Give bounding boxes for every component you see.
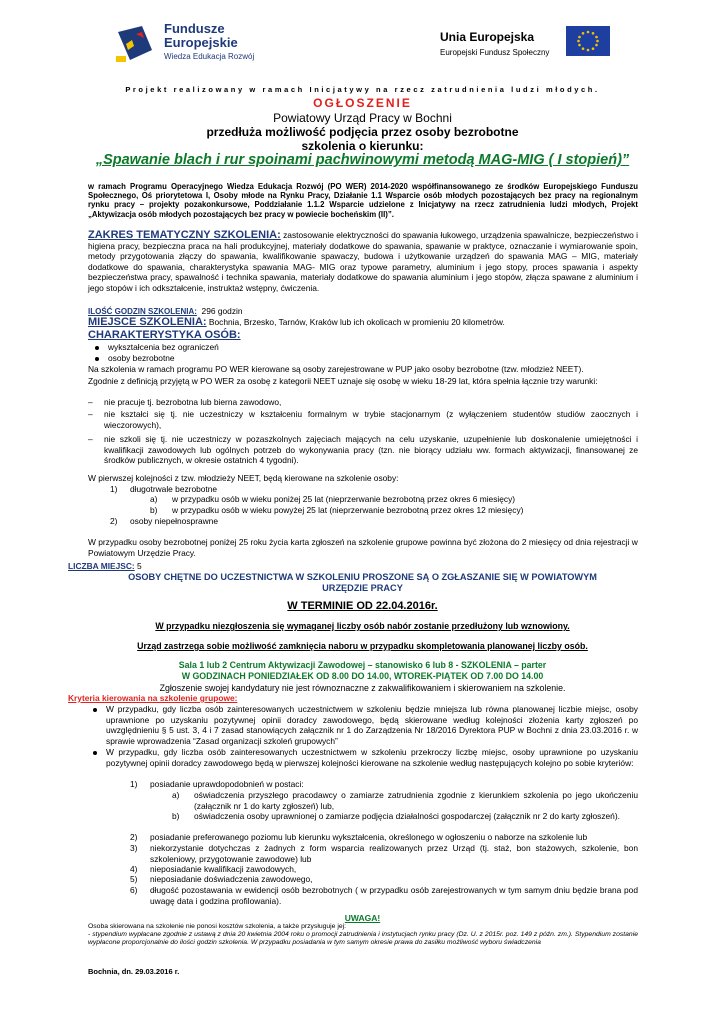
- criteria-bullet-dot: [93, 704, 106, 715]
- fe-star-icon: [112, 22, 158, 68]
- place-value: Bochnia, Brzesko, Tarnów, Kraków lub ich okolicach w promieniu 20 kilometrów.: [208, 317, 505, 327]
- criteria-num: 3): [130, 843, 138, 853]
- eu-logo-title: Unia Europejska: [440, 30, 535, 44]
- footer-line1: Osoba skierowana na szkolenie nie ponosi kosztów szkolenia, a także przysługuje jej:: [88, 923, 347, 930]
- footer-line2: - stypendium wypłacane zgodnie z ustawą z dnia 20 kwietnia 2004 roku o promocji zatrudnienia i instytucjach rynku pracy (Dz. U. z 2015r. poz. 149 z późn. zm.). Stypendium zostanie wypłacone proporcjonalnie do ilości godzin szkolenia. W przypadku posiadania w tym samym okresie prawa do zasiłku możliwość wyboru świadczenia: [88, 931, 638, 946]
- call-to-apply: OSOBY CHĘTNE DO UCZESTNICTWA W SZKOLENIU PROSZONE SĄ O ZGŁASZANIE SIĘ W POWIATOWYM URZĘDZIE PRACY: [128, 572, 597, 593]
- room-info: Sala 1 lub 2 Centrum Aktywizacji Zawodowej – stanowisko 6 lub 8 - SZKOLENIA – parter: [178, 660, 547, 670]
- neet-condition: nie kształci się tj. nie uczestniczy w kształceniu formalnym w trybie stacjonarnym (z wyłączeniem studentów studiów zaocznych i wieczorowych),: [104, 409, 638, 430]
- criteria-sub-item: oświadczenia osoby uprawnionej o zamiarze podjęcia działalności gospodarczej (załącznik nr 2 do karty zgłoszeń).: [194, 811, 620, 821]
- eu-flag-icon: [566, 26, 610, 56]
- hours-label: ILOŚĆ GODZIN SZKOLENIA:: [88, 307, 197, 316]
- criteria-item: długość pozostawania w ewidencji osób bezrobotnych ( w przypadku osób zarejestrowanych w tym samym dniu będzie brana pod uwagę data i godzina profilowania).: [150, 885, 638, 906]
- list-text: długotrwale bezrobotne: [130, 484, 218, 494]
- opening-hours: W GODZINACH PONIEDZIAŁEK OD 8.00 DO 14.00, WTOREK-PIĄTEK OD 7.00 DO 14.00: [181, 671, 544, 681]
- criteria-item: niekorzystanie dotychczas z żadnych z form wsparcia realizowanych przez Urząd (tj. staż, bon stażowych, szkolenie, bon szkoleniowy, przygotowanie zawodowe) lub: [150, 843, 638, 864]
- footer-warning: UWAGA!: [344, 913, 381, 923]
- profile-p2: Zgodnie z definicją przyjętą w PO WER za osobę z kategorii NEET uznaje się osobę w wieku 18-29 lat, która spełnia łącznie trzy warunki:: [88, 376, 598, 386]
- dash-mark: –: [88, 434, 93, 444]
- criteria-bullet: W przypadku, gdy liczba osób zainteresowanych uczestnictwem w szkoleniu przekroczy liczbę miejsc, osoby uprawnione po uzyskaniu pozytywnej opinii doradcy zawodowego będą w pierwszej kolejności kierowane na szkolenie według następujących kolejno po sobie kryteriów:: [106, 747, 638, 768]
- criteria-item: nieposiadanie kwalifikacji zawodowych,: [150, 864, 297, 874]
- criteria-num: 4): [130, 864, 138, 874]
- criteria-num: 1): [130, 779, 138, 789]
- announcement-heading: OGŁOSZENIE: [313, 96, 412, 110]
- list-text: w przypadku osób w wieku poniżej 25 lat (nieprzerwanie bezrobotną przez okres 6 miesięcy): [172, 494, 516, 504]
- criteria-sub-item: oświadczenia przyszłego pracodawcy o zamiarze zatrudnienia zgodnie z kierunkiem szkolenia po jego ukończeniu (załącznik nr 1 do karty zgłoszeń) lub,: [194, 790, 638, 811]
- criteria-sub-letter: b): [172, 811, 180, 821]
- criteria-num: 2): [130, 832, 138, 842]
- criteria-item: nieposiadanie doświadczenia zawodowego,: [150, 874, 313, 884]
- list-num: 1): [110, 484, 118, 494]
- intro-paragraph: w ramach Programu Operacyjnego Wiedza Edukacja Rozwój (PO WER) 2014-2020 współfinansowanego ze środków Europejskiego Funduszu Społecznego, Oś priorytetowa I, Osoby młode na Rynku Pracy, Działanie 1.1 Wsparcie osób młodych pozostających bez pracy na regionalnym rynku pracy – projekty pozakonkursowe, Poddziałanie 1.1.2 Wsparcie udzielone z Inicjatywy na rzecz zatrudnienia ludzi młodych, Projekt „Aktywizacja osób młodych pozostających bez pracy w powiecie bocheńskim (II)”.: [88, 182, 638, 219]
- office-name: Powiatowy Urząd Pracy w Bochni: [273, 111, 452, 125]
- criteria-bullet-dot: [93, 747, 106, 758]
- eu-logo-subtitle: Europejski Fundusz Społeczny: [440, 48, 550, 57]
- criteria-sub-letter: a): [172, 790, 180, 800]
- list-text: w przypadku osób w wieku powyżej 25 lat (nieprzerwanie bezrobotną przez okres 12 miesięcy): [172, 505, 524, 515]
- extends-line: przedłuża możliwość podjęcia przez osoby bezrobotne: [206, 125, 519, 139]
- profile-label: CHARAKTERYSTYKA OSÓB:: [88, 329, 241, 341]
- document-date: Bochnia, dn. 29.03.2016 r.: [88, 967, 180, 976]
- list-text: osoby niepełnosprawne: [130, 516, 218, 526]
- fundusze-europejskie-logo: [112, 22, 282, 70]
- criteria-item: posiadanie preferowanego poziomu lub kierunku wykształcenia, określonego w ogłoszeniu o naborze na szkolenie lub: [150, 832, 588, 842]
- profile-bullet: osoby bezrobotne: [95, 353, 175, 364]
- project-line: Projekt realizowany w ramach Inicjatywy na rzecz zatrudnienia ludzi młodych.: [125, 85, 600, 94]
- scope-label: ZAKRES TEMATYCZNY SZKOLENIA:: [88, 229, 281, 241]
- notice-extension: W przypadku niezgłoszenia się wymaganej liczby osób nabór zostanie przedłużony lub wznowiony.: [155, 621, 570, 631]
- profile-bullet: wykształcenia bez ograniczeń: [95, 342, 219, 353]
- profile-p1: Na szkolenia w ramach programu PO WER kierowane są osoby zarejestrowane w PUP jako osoby bezrobotne (tzw. młodzież NEET).: [88, 364, 584, 374]
- course-intro: szkolenia o kierunku:: [301, 139, 424, 153]
- places-value: 5: [137, 561, 142, 571]
- criteria-num: 5): [130, 874, 138, 884]
- dash-mark: –: [88, 409, 93, 419]
- course-title: „Spawanie blach i rur spoinami pachwinowymi metodą MAG-MIG ( I stopień)”: [95, 152, 630, 168]
- criteria-bullet: W przypadku, gdy liczba osób zainteresowanych uczestnictwem w szkoleniu będzie mniejsza lub równa planowanej liczbie miejsc, osoby uprawnione po uzyskaniu pozytywnej opinii doradcy zawodowego, będą skierowane według kolejności złożenia karty zgłoszeń po uwzględnieniu § 5 ust. 3, 4 i 7 zasad stanowiących załącznik nr 1 do Zarządzenia Nr 18/2016 Dyrektora PUP w Bochni z dnia 23.03.2016 r. w sprawie wprowadzenia “Zasad organizacji szkoleń grupowych”: [106, 704, 638, 746]
- list-letter: b): [150, 505, 158, 515]
- place-row: [88, 317, 648, 328]
- place-label: MIEJSCE SZKOLENIA:: [88, 316, 207, 328]
- profile-p4: W przypadku osoby bezrobotnej poniżej 25 roku życia karta zgłoszeń na szkolenie grupowe powinna być złożona do 2 miesięcy od dnia rejestracji w Powiatowym Urzędzie Pracy.: [88, 537, 638, 558]
- scope-section: [88, 230, 638, 294]
- fe-logo-subtitle: Wiedza Edukacja Rozwój: [164, 52, 255, 61]
- application-note: Zgłoszenie swojej kandydatury nie jest równoznaczne z zakwalifikowaniem i skierowaniem na szkolenie.: [159, 683, 566, 693]
- deadline: W TERMINIE OD 22.04.2016r.: [287, 600, 438, 612]
- criteria-label: Kryteria kierowania na szkolenie grupowe:: [68, 693, 238, 703]
- notice-closing: Urząd zastrzega sobie możliwość zamknięcia naboru w przypadku skompletowania planowanej liczby osób.: [137, 641, 588, 651]
- fe-logo-title: Fundusze Europejskie: [164, 21, 238, 50]
- criteria-num: 6): [130, 885, 138, 895]
- list-num: 2): [110, 516, 118, 526]
- eu-logo: [440, 26, 608, 68]
- profile-p3: W pierwszej kolejności z tzw. młodzieży NEET, będą kierowane na szkolenie osoby:: [88, 473, 399, 483]
- criteria-item: posiadanie uprawdopodobnień w postaci:: [150, 779, 304, 789]
- places-row: [68, 561, 142, 572]
- dash-mark: –: [88, 397, 93, 407]
- places-label: LICZBA MIEJSC:: [68, 561, 135, 571]
- neet-condition: nie szkoli się tj. nie uczestniczy w pozaszkolnych zajęciach mających na celu uzyskanie, uzupełnienie lub doskonalenie umiejętności i kwalifikacji zawodowych lub ogólnych potrzeb do wykonywania pracy (tzn. nie biorący udziału ww. formach aktywizacji, finansowanej ze środków publicznych, w okresie ostatnich 4 tygodni).: [104, 434, 638, 466]
- neet-condition: nie pracuje tj. bezrobotna lub bierna zawodowo,: [104, 397, 282, 407]
- hours-value: 296 godzin: [201, 306, 243, 316]
- scope-text: zastosowanie elektryczności do spawania łukowego, urządzenia spawalnicze, bezpieczeństwo i higiena pracy, bezpieczna praca na hali produkcyjnej, materiały dodatkowe do spawania, spawanie w praktyce, oznaczanie i wymiarowanie spoin, metody przygotowania złączy do spawania, kwalifikowanie spawaczy, budowa i użytkowanie urządzeń do spawania MAG – MIG, materiały dodatkowe do spawania, charakterystyka spawania MAG- MIG oraz typowe parametry, aluminium i jego stopy, proces spawania i aspekty bezpieczeństwa pracy, spawalność i technika spawania, materiały dodatkowe do spawania aluminium i jego stopów, złącza spawane z aluminium i jego stopów i ich odkształcenie, instruktaż wstępny, ćwiczenia.: [88, 230, 638, 293]
- list-letter: a): [150, 494, 158, 504]
